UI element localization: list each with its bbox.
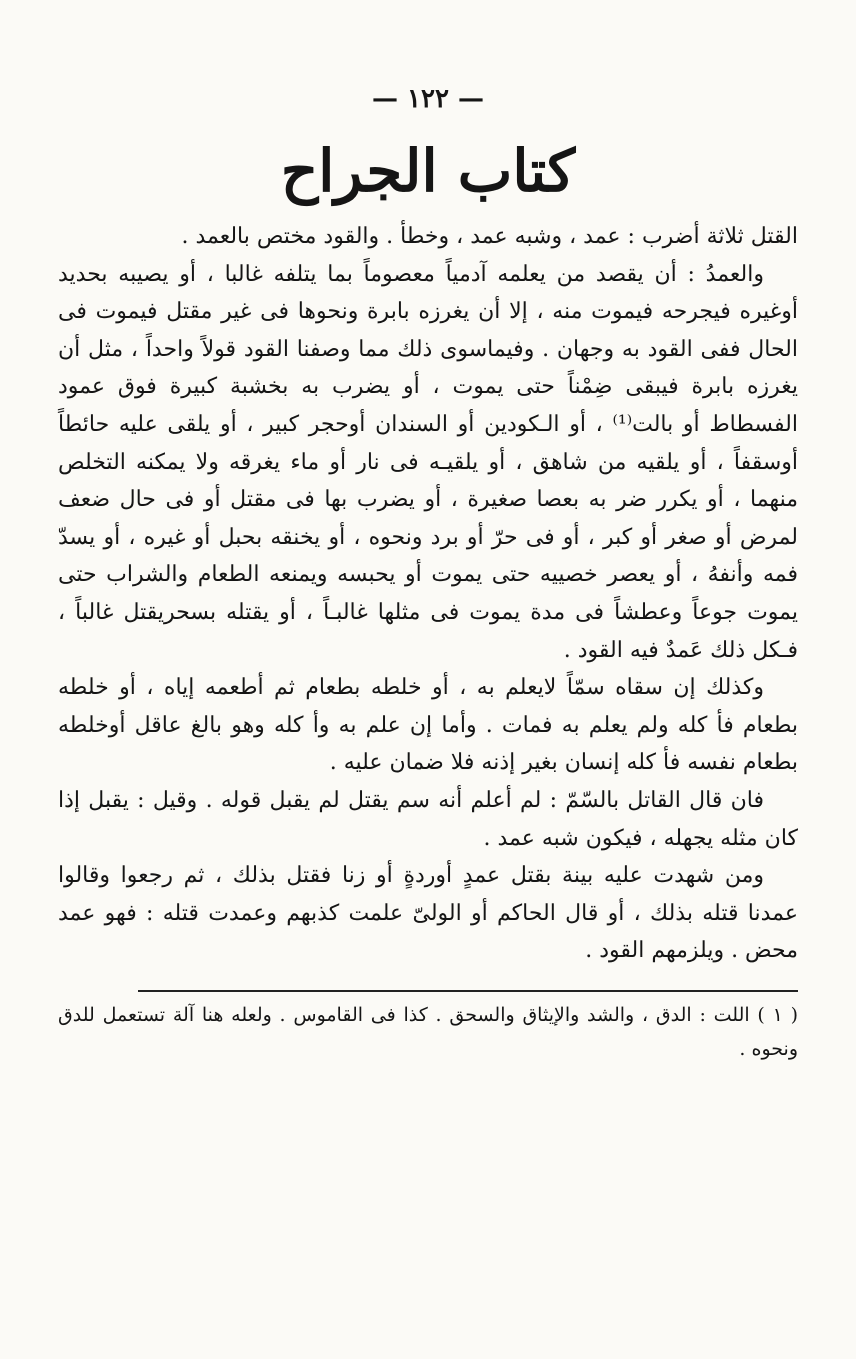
footnote: ( ١ ) اللت : الدق ، والشد والإيثاق والسحق . كذا فى القاموس . ولعله هنا آلة تستعمل للدق ونحوه .: [58, 1003, 798, 1060]
chapter-title: كتاب الجراح: [280, 137, 576, 205]
footnote-divider: [138, 990, 798, 992]
paragraph: وكذلك إن سقاه سمّاً لايعلم به ، أو خلطه بطعام ثم أطعمه إياه ، أو خلطه بطعام فأ كله ولم يعلم به فمات . وأما إن علم به وأ كله وهو بالغ عاقل أوخلطه بطعام نفسه فأ كله إنسان بغير إذنه فلا ضمان عليه .: [58, 675, 798, 776]
footnotes: [58, 998, 798, 1066]
paragraph: القتل ثلاثة أضرب : عمد ، وشبه عمد ، وخطأ . والقود مختص بالعمد .: [181, 224, 798, 249]
page-number: — ١٢٢ —: [371, 84, 485, 114]
paragraph: والعمدُ : أن يقصد من يعلمه آدمياً معصوماً بما يتلفه غالبا ، أو يصيبه بحديد أوغيره فيجرحه فيموت منه ، إلا أن يغرزه بابرة ونحوها فى غير مقتل فيموت فى الحال ففى القود به وجهان . وفيماسوى ذلك مما وصفنا القود قولاً واحداً ، مثل أن يغرزه بابرة فيبقى ضِمْناً حتى يموت ، أو يضرب به بخشبة كبيرة فوق عمود الفسطاط أو بالت⁽¹⁾ ، أو الـكودين أو السندان أوحجر كبير ، أو يلقى عليه حائطاً أوسقفاً ، أو يلقيه من شاهق ، أو يلقيـه فى نار أو ماء يغرقه ولا يمكنه التخلص منهما ، أو يكرر ضر به بعصا صغيرة ، أو يضرب بها فى مقتل أو فى حال ضعف لمرض أو صغر أو كبر ، أو فى حرّ أو برد ونحوه ، أو يخنقه بحبل أو غيره ، أو يسدّ فمه وأنفهُ ، أو يعصر خصييه حتى يموت أو يحبسه ويمنعه الطعام والشراب حتى يموت جوعاً وعطشاً فى مدة يموت فى مثلها غالبـاً ، أو يقتله بسحريقتل غالباً ، فـكل ذلك عَمدٌ فيه القود .: [58, 261, 798, 663]
paragraph: فان قال القاتل بالسّمّ : لم أعلم أنه سم يقتل لم يقبل قوله . وقيل : يقبل إذا كان مثله يجهله ، فيكون شبه عمد .: [58, 787, 798, 851]
main-text: [58, 218, 798, 970]
paragraph: ومن شهدت عليه بينة بقتل عمدٍ أوردةٍ أو زنا فقتل بذلك ، ثم رجعوا وقالوا عمدنا قتله بذلك ، أو قال الحاكم أو الولىّ علمت كذبهم وعمدت قتله : فهو عمد محض . ويلزمهم القود .: [58, 863, 798, 964]
